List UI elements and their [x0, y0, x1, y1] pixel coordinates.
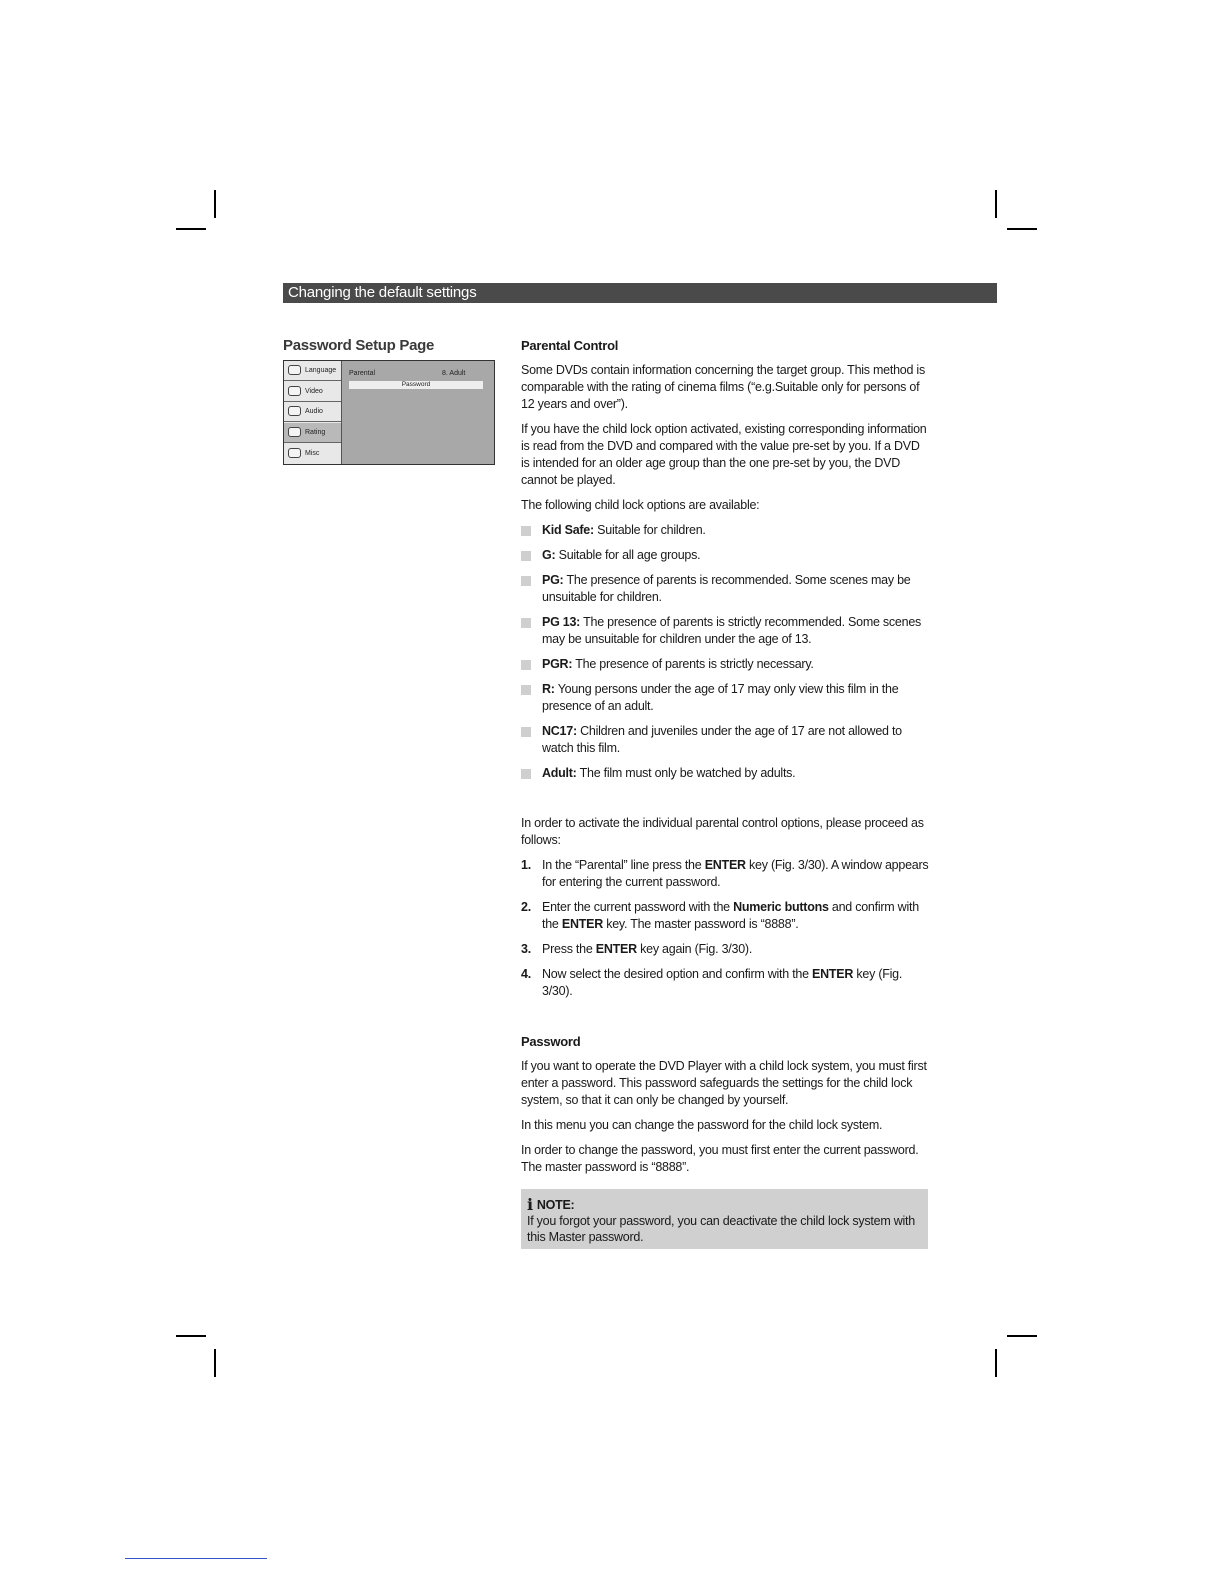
paragraph: The following child lock options are available:: [521, 498, 760, 512]
parental-label[interactable]: Parental: [349, 370, 376, 377]
note-header: [527, 1197, 922, 1213]
bullet-square-icon: [521, 618, 531, 628]
parental-value[interactable]: 8. Adult: [442, 370, 466, 377]
option-term: R:: [542, 682, 555, 696]
step-text: Press the: [542, 942, 596, 956]
crop-mark: [214, 190, 216, 218]
bullet-square-icon: [521, 526, 531, 536]
step-item: [521, 966, 931, 1000]
password-setup-menu: [283, 360, 495, 465]
step-number: 2.: [521, 900, 531, 914]
note-text: If you forgot your password, you can deactivate the child lock system with this Master password.: [527, 1214, 915, 1244]
option-term: NC17:: [542, 724, 577, 738]
list-item: [521, 572, 931, 606]
rating-options-list: [521, 522, 931, 782]
option-desc: Suitable for children.: [593, 523, 706, 537]
step-number: 4.: [521, 967, 531, 981]
paragraph: In order to activate the individual parental control options, please proceed as follows:: [521, 816, 924, 847]
step-key: Numeric buttons: [733, 900, 829, 914]
info-icon: i: [527, 1195, 533, 1214]
step-key: ENTER: [595, 942, 637, 956]
steps-list: [521, 857, 931, 1000]
password-option[interactable]: Password: [349, 381, 483, 389]
paragraph: If you have the child lock option activated, existing corresponding information is read from the DVD and compared with the value pre-set by you. If a DVD is intended for an older age group than the one pre-set by you, the DVD cannot be played.: [521, 422, 927, 487]
figure-title: Password Setup Page: [283, 337, 435, 354]
password-heading: Password: [521, 1034, 581, 1049]
step-text: key. The master password is “8888”.: [602, 917, 799, 931]
step-text: key again (Fig. 3/30).: [636, 942, 753, 956]
step-item: [521, 941, 931, 958]
note-box: [521, 1189, 928, 1249]
option-desc: The presence of parents is strictly necessary.: [572, 657, 814, 671]
list-item: [521, 723, 931, 757]
menu-item-rating[interactable]: [284, 423, 341, 443]
paragraph: In order to change the password, you must first enter the current password. The master password is “8888”.: [521, 1143, 919, 1174]
list-item: [521, 547, 931, 564]
footer-rule: [125, 1558, 267, 1559]
step-text: key (Fig. 3/30). A window appears for entering the current password.: [542, 858, 929, 889]
menu-item-label: Video: [305, 388, 323, 395]
note-title: NOTE:: [536, 1198, 575, 1212]
option-term: PGR:: [542, 657, 573, 671]
crop-mark: [176, 1335, 206, 1337]
list-item: [521, 765, 931, 782]
bullet-square-icon: [521, 727, 531, 737]
crop-mark: [176, 228, 206, 230]
option-desc: Young persons under the age of 17 may only view this film in the presence of an adult.: [542, 682, 899, 713]
list-item: [521, 522, 931, 539]
misc-icon: [288, 448, 301, 458]
step-key: ENTER: [561, 917, 603, 931]
option-desc: Suitable for all age groups.: [555, 548, 701, 562]
option-term: Kid Safe:: [542, 523, 594, 537]
bullet-square-icon: [521, 660, 531, 670]
menu-item-language[interactable]: [284, 361, 341, 381]
option-desc: The presence of parents is strictly recommended. Some scenes may be unsuitable for children under the age of 13.: [542, 615, 922, 646]
option-term: PG 13:: [542, 615, 581, 629]
list-item: [521, 681, 931, 715]
step-key: ENTER: [812, 967, 854, 981]
option-term: PG:: [542, 573, 564, 587]
paragraph: In this menu you can change the password for the child lock system.: [521, 1118, 883, 1132]
paragraph: Some DVDs contain information concerning the target group. This method is comparable with the rating of cinema films (“e.g.Suitable only for persons of 12 years and over”).: [521, 363, 925, 411]
step-number: 3.: [521, 942, 531, 956]
menu-item-label: Rating: [305, 429, 326, 436]
audio-icon: [288, 406, 301, 416]
menu-item-label: Audio: [305, 408, 323, 415]
step-text: In the “Parental” line press the: [542, 858, 705, 872]
menu-item-audio[interactable]: [284, 402, 341, 422]
menu-item-misc[interactable]: [284, 444, 341, 464]
bullet-square-icon: [521, 576, 531, 586]
video-icon: [288, 386, 301, 396]
parental-heading: Parental Control: [521, 338, 619, 353]
option-term: Adult:: [542, 766, 577, 780]
main-content: [521, 337, 931, 1249]
paragraph: If you want to operate the DVD Player with a child lock system, you must first enter a password. This password safeguards the settings for the child lock system, so that it can only be changed by yourself.: [521, 1059, 927, 1107]
step-text: Enter the current password with the: [542, 900, 734, 914]
section-header: Changing the default settings: [283, 283, 997, 303]
list-item: [521, 614, 931, 648]
option-term: G:: [542, 548, 556, 562]
step-item: [521, 857, 931, 891]
option-desc: Children and juveniles under the age of 17 are not allowed to watch this film.: [542, 724, 902, 755]
list-item: [521, 656, 931, 673]
step-number: 1.: [521, 858, 531, 872]
step-text: Now select the desired option and confirm with the: [542, 967, 813, 981]
menu-item-label: Misc: [305, 450, 320, 457]
step-text: key (Fig. 3/30).: [542, 967, 903, 998]
bullet-square-icon: [521, 769, 531, 779]
step-key: ENTER: [704, 858, 746, 872]
step-item: [521, 899, 931, 933]
crop-mark: [214, 1349, 216, 1377]
step-text: and confirm with the: [542, 900, 919, 931]
crop-mark: [995, 1349, 997, 1377]
rating-icon: [288, 427, 301, 437]
language-icon: [288, 365, 301, 375]
menu-sidebar: [284, 361, 342, 464]
menu-item-label: Language: [305, 367, 337, 374]
option-desc: The film must only be watched by adults.: [576, 766, 796, 780]
bullet-square-icon: [521, 685, 531, 695]
bullet-square-icon: [521, 551, 531, 561]
crop-mark: [995, 190, 997, 218]
option-desc: The presence of parents is recommended. Some scenes may be unsuitable for children.: [542, 573, 911, 604]
menu-item-video[interactable]: [284, 382, 341, 402]
crop-mark: [1007, 1335, 1037, 1337]
crop-mark: [1007, 228, 1037, 230]
